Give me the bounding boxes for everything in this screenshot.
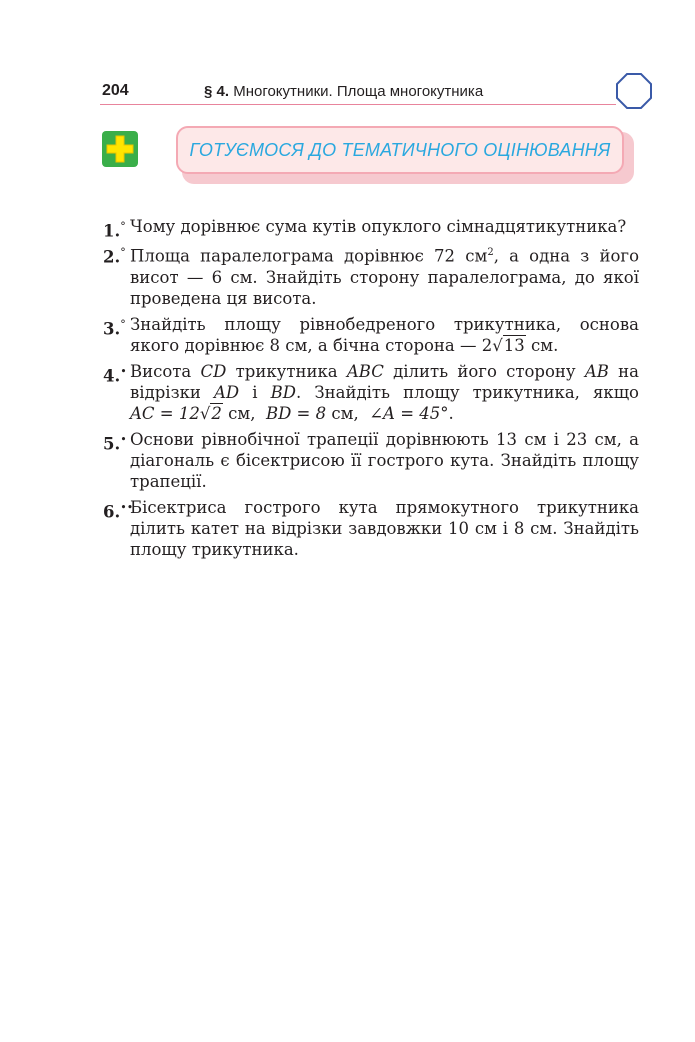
page-number: 204	[102, 82, 129, 99]
task-1	[103, 216, 639, 241]
section-banner	[176, 126, 634, 184]
task-4	[103, 361, 639, 424]
task-text: Бісектриса гострого кута прямокутного трикутника ділить катет на відрізки завдовжки 10 см і 8 см. Знайдіть площу трикутника.	[130, 497, 639, 559]
sqrt-expression: 2√13	[481, 335, 525, 355]
task-5	[103, 429, 639, 492]
task-text: Чому дорівнює сума кутів опуклого сімнадцятикутника?	[130, 217, 627, 236]
banner-box	[176, 126, 624, 174]
task-number: 5.•	[103, 432, 127, 453]
task-text: Площа паралелограма дорівнює 72 $см^2$, а одна з його висот — 6 см. Знайдіть сторону паралелограма, до якої проведена ця висота.	[130, 246, 639, 308]
banner-title: ГОТУЄМОСЯ ДО ТЕМАТИЧНОГО ОЦІНЮВАННЯ	[189, 139, 611, 160]
plus-badge-icon	[101, 130, 139, 168]
header-rule	[100, 104, 616, 105]
task-3	[103, 314, 639, 356]
task-number: 6.••	[103, 500, 134, 521]
task-list	[103, 216, 639, 565]
octagon-icon	[615, 72, 653, 110]
section-mark: § 4.	[204, 83, 230, 100]
task-6	[103, 497, 639, 560]
task-number: 4.•	[103, 364, 127, 385]
page-header	[102, 82, 642, 106]
task-text: Основи рівнобічної трапеції дорівнюють 13 см і 23 см, а діагональ є бісектрисою її гострого кута. Знайдіть площу трапеції.	[130, 429, 639, 491]
task-number: 3.°	[103, 317, 126, 338]
section-heading	[204, 83, 483, 100]
task-2	[103, 242, 639, 309]
task-text: Знайдіть площу рівнобедреного трикутника, основа якого дорівнює 8 см, а бічна сторона — 2√13 см.	[130, 314, 639, 355]
section-title: Многокутники. Площа многокутника	[233, 83, 484, 100]
task-number: 1.°	[103, 220, 126, 241]
task-text: Висота CD трикутника ABC ділить його сторону AB на відрізки AD і BD. Знайдіть площу трикутника, якщо AC = 12√2 см, BD = 8 см, ∠A = 45°.	[130, 361, 640, 423]
sqrt-expression: AC = 12√2	[130, 403, 222, 423]
task-number: 2.°	[103, 246, 126, 267]
